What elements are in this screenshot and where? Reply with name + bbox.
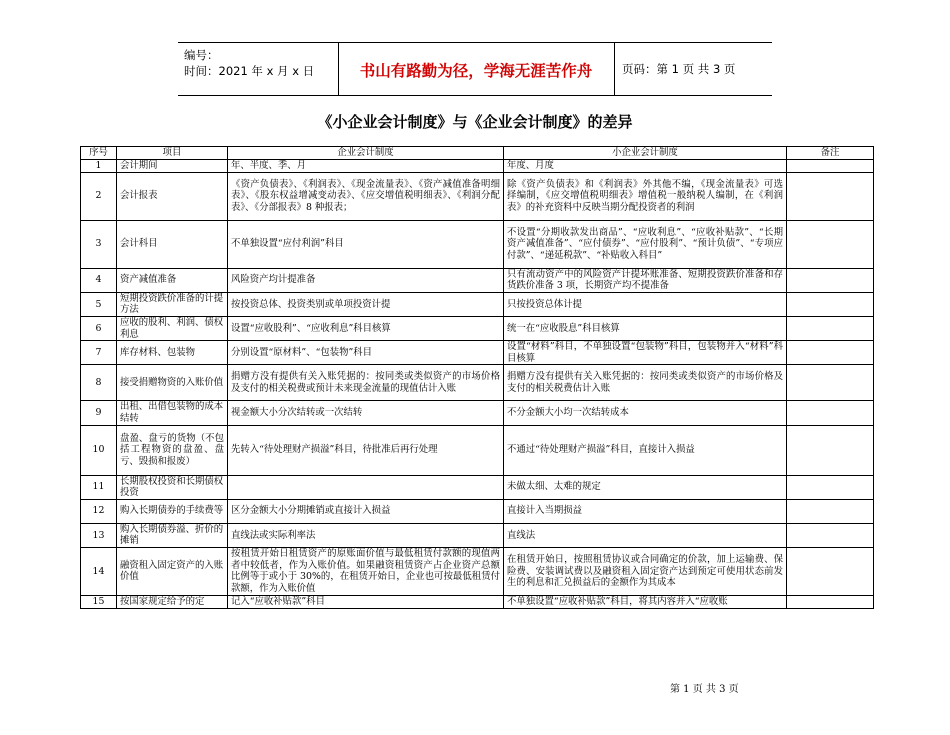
time-label: 时间：2021 年 x 月 x 日: [184, 64, 315, 78]
table-row: [81, 475, 874, 499]
table-row: [81, 160, 874, 173]
cell-enterprise: 按租赁开始日租赁资产的原账面价值与最低租赁付款额的现值两者中较低者，作为入账价值。如果融资租赁资产占企业资产总额比例等于或小于 30%的，在租赁开始日，企业也可按最低租赁付款额，作为入账价值: [228, 547, 504, 595]
cell-note: [787, 523, 874, 547]
table-row: [81, 220, 874, 268]
serial-label: 编号：: [184, 48, 219, 62]
cell-item: 短期投资跌价准备的计提方法: [117, 292, 228, 316]
cell-small: 直线法: [504, 523, 787, 547]
cell-no: 4: [81, 268, 117, 292]
cell-no: 3: [81, 220, 117, 268]
cell-item: 资产减值准备: [117, 268, 228, 292]
table-header-row: [81, 147, 874, 160]
cell-no: 14: [81, 547, 117, 595]
cell-small: 只按投资总体计提: [504, 292, 787, 316]
cell-item: 盘盈、盘亏的货物（不包括工程物资的盘盈、盘亏、毁损和报废）: [117, 425, 228, 475]
cell-small: 不分金额大小均一次结转成本: [504, 401, 787, 425]
table-row: [81, 595, 874, 608]
table-row: [81, 547, 874, 595]
cell-small: 不设置“分期收款发出商品”、“应收利息”、“应收补贴款”、“长期资产减值准备”、“应付债券”、“应付股利”、“预计负债”、“专项应付款”、“递延税款”、“补贴收入科目”: [504, 220, 787, 268]
cell-no: 12: [81, 499, 117, 523]
cell-note: [787, 172, 874, 220]
cell-note: [787, 595, 874, 608]
header-cell-enterprise: 企业会计制度: [228, 147, 504, 160]
page-footer: 第 1 页 共 3 页: [670, 684, 739, 695]
cell-note: [787, 475, 874, 499]
cell-enterprise: 分别设置“原材料”、“包装物”科目: [228, 341, 504, 365]
table-row: [81, 341, 874, 365]
cell-small: 直接计入当期损益: [504, 499, 787, 523]
cell-no: 10: [81, 425, 117, 475]
cell-item: 会计报表: [117, 172, 228, 220]
cell-item: 会计期间: [117, 160, 228, 173]
cell-enterprise: 不单独设置“应付利润”科目: [228, 220, 504, 268]
cell-item: 按国家规定给予的定: [117, 595, 228, 608]
cell-item: 购入长期债券溢、折价的摊销: [117, 523, 228, 547]
cell-enterprise: 按投资总体、投资类别或单项投资计提: [228, 292, 504, 316]
cell-no: 2: [81, 172, 117, 220]
cell-enterprise: 视金额大小分次结转或一次结转: [228, 401, 504, 425]
cell-small: 不通过“待处理财产损溢”科目，直接计入损益: [504, 425, 787, 475]
cell-note: [787, 292, 874, 316]
cell-note: [787, 220, 874, 268]
header-page-info: 页码：第 1 页 共 3 页: [622, 62, 736, 76]
table-row: [81, 401, 874, 425]
cell-no: 15: [81, 595, 117, 608]
cell-enterprise: [228, 475, 504, 499]
page-header: [178, 42, 772, 96]
cell-small: 不单独设置“应收补贴款”科目，将其内容并入“应收账: [504, 595, 787, 608]
cell-small: 未做太细、太难的规定: [504, 475, 787, 499]
cell-enterprise: 《资产负债表》、《利润表》、《现金流量表》、《资产减值准备明细表》、《股东权益增减变动表》、《应交增值税明细表》、《利润分配表》、《分部报表》8 种报表；: [228, 172, 504, 220]
cell-small: 设置“材料”科目，不单独设置“包装物”科目，包装物并入“材料”科目核算: [504, 341, 787, 365]
cell-small: 捐赠方没有提供有关入账凭据的：按同类或类似资产的市场价格及支付的相关税费估计入账: [504, 365, 787, 401]
cell-note: [787, 316, 874, 340]
table-row: [81, 425, 874, 475]
header-divider: [614, 43, 615, 95]
cell-note: [787, 341, 874, 365]
cell-item: 长期股权投资和长期债权投资: [117, 475, 228, 499]
cell-enterprise: 先转入“待处理财产损溢”科目，待批准后再行处理: [228, 425, 504, 475]
table-row: [81, 523, 874, 547]
cell-no: 9: [81, 401, 117, 425]
cell-note: [787, 547, 874, 595]
cell-small: 年度、月度: [504, 160, 787, 173]
cell-note: [787, 160, 874, 173]
table-row: [81, 268, 874, 292]
cell-small: 在租赁开始日，按照租赁协议或合同确定的价款，加上运输费、保险费、安装调试费以及融资租入固定资产达到预定可使用状态前发生的利息和汇兑损益后的金额作为其成本: [504, 547, 787, 595]
cell-note: [787, 268, 874, 292]
table-row: [81, 499, 874, 523]
header-cell-no: 序号: [81, 147, 117, 160]
cell-no: 1: [81, 160, 117, 173]
cell-note: [787, 365, 874, 401]
header-cell-note: 备注: [787, 147, 874, 160]
cell-item: 出租、出借包装物的成本结转: [117, 401, 228, 425]
table-row: [81, 365, 874, 401]
document-title: 《小企业会计制度》与《企业会计制度》的差异: [317, 113, 633, 131]
header-info: [184, 47, 314, 79]
comparison-table: [80, 146, 874, 609]
cell-item: 会计科目: [117, 220, 228, 268]
table-row: [81, 316, 874, 340]
cell-enterprise: 捐赠方没有提供有关入账凭据的：按同类或类似资产的市场价格及支付的相关税费或预计未来现金流量的现值估计入账: [228, 365, 504, 401]
cell-item: 应收的股利、利润、债权利息: [117, 316, 228, 340]
cell-note: [787, 499, 874, 523]
cell-note: [787, 401, 874, 425]
cell-no: 5: [81, 292, 117, 316]
cell-no: 11: [81, 475, 117, 499]
header-cell-small: 小企业会计制度: [504, 147, 787, 160]
cell-small: 统一在“应收股息”科目核算: [504, 316, 787, 340]
header-motto: 书山有路勤为径，学海无涯苦作舟: [359, 62, 593, 80]
cell-enterprise: 直线法或实际利率法: [228, 523, 504, 547]
header-cell-item: 项目: [117, 147, 228, 160]
table-row: [81, 292, 874, 316]
cell-note: [787, 425, 874, 475]
table-row: [81, 172, 874, 220]
cell-enterprise: 年、半度、季、月: [228, 160, 504, 173]
cell-small: 只有流动资产中的风险资产计提坏账准备、短期投资跌价准备和存货跌价准备 3 项，长期资产均不提准备: [504, 268, 787, 292]
cell-enterprise: 记入“应收补贴款”科目: [228, 595, 504, 608]
cell-small: 除《资产负债表》和《利润表》外其他不编，《现金流量表》可选择编制，《应交增值税明细表》增值税一般纳税人编制，在《利润表》的补充资料中反映当期分配投资者的利润: [504, 172, 787, 220]
cell-item: 融资租入固定资产的入账价值: [117, 547, 228, 595]
cell-no: 6: [81, 316, 117, 340]
cell-enterprise: 区分金额大小分期摊销或直接计入损益: [228, 499, 504, 523]
cell-enterprise: 设置“应收股利”、“应收利息”科目核算: [228, 316, 504, 340]
cell-no: 7: [81, 341, 117, 365]
cell-no: 13: [81, 523, 117, 547]
cell-item: 接受捐赠物资的入账价值: [117, 365, 228, 401]
cell-item: 库存材料、包装物: [117, 341, 228, 365]
cell-no: 8: [81, 365, 117, 401]
cell-enterprise: 风险资产均计提准备: [228, 268, 504, 292]
cell-item: 购入长期债券的手续费等: [117, 499, 228, 523]
